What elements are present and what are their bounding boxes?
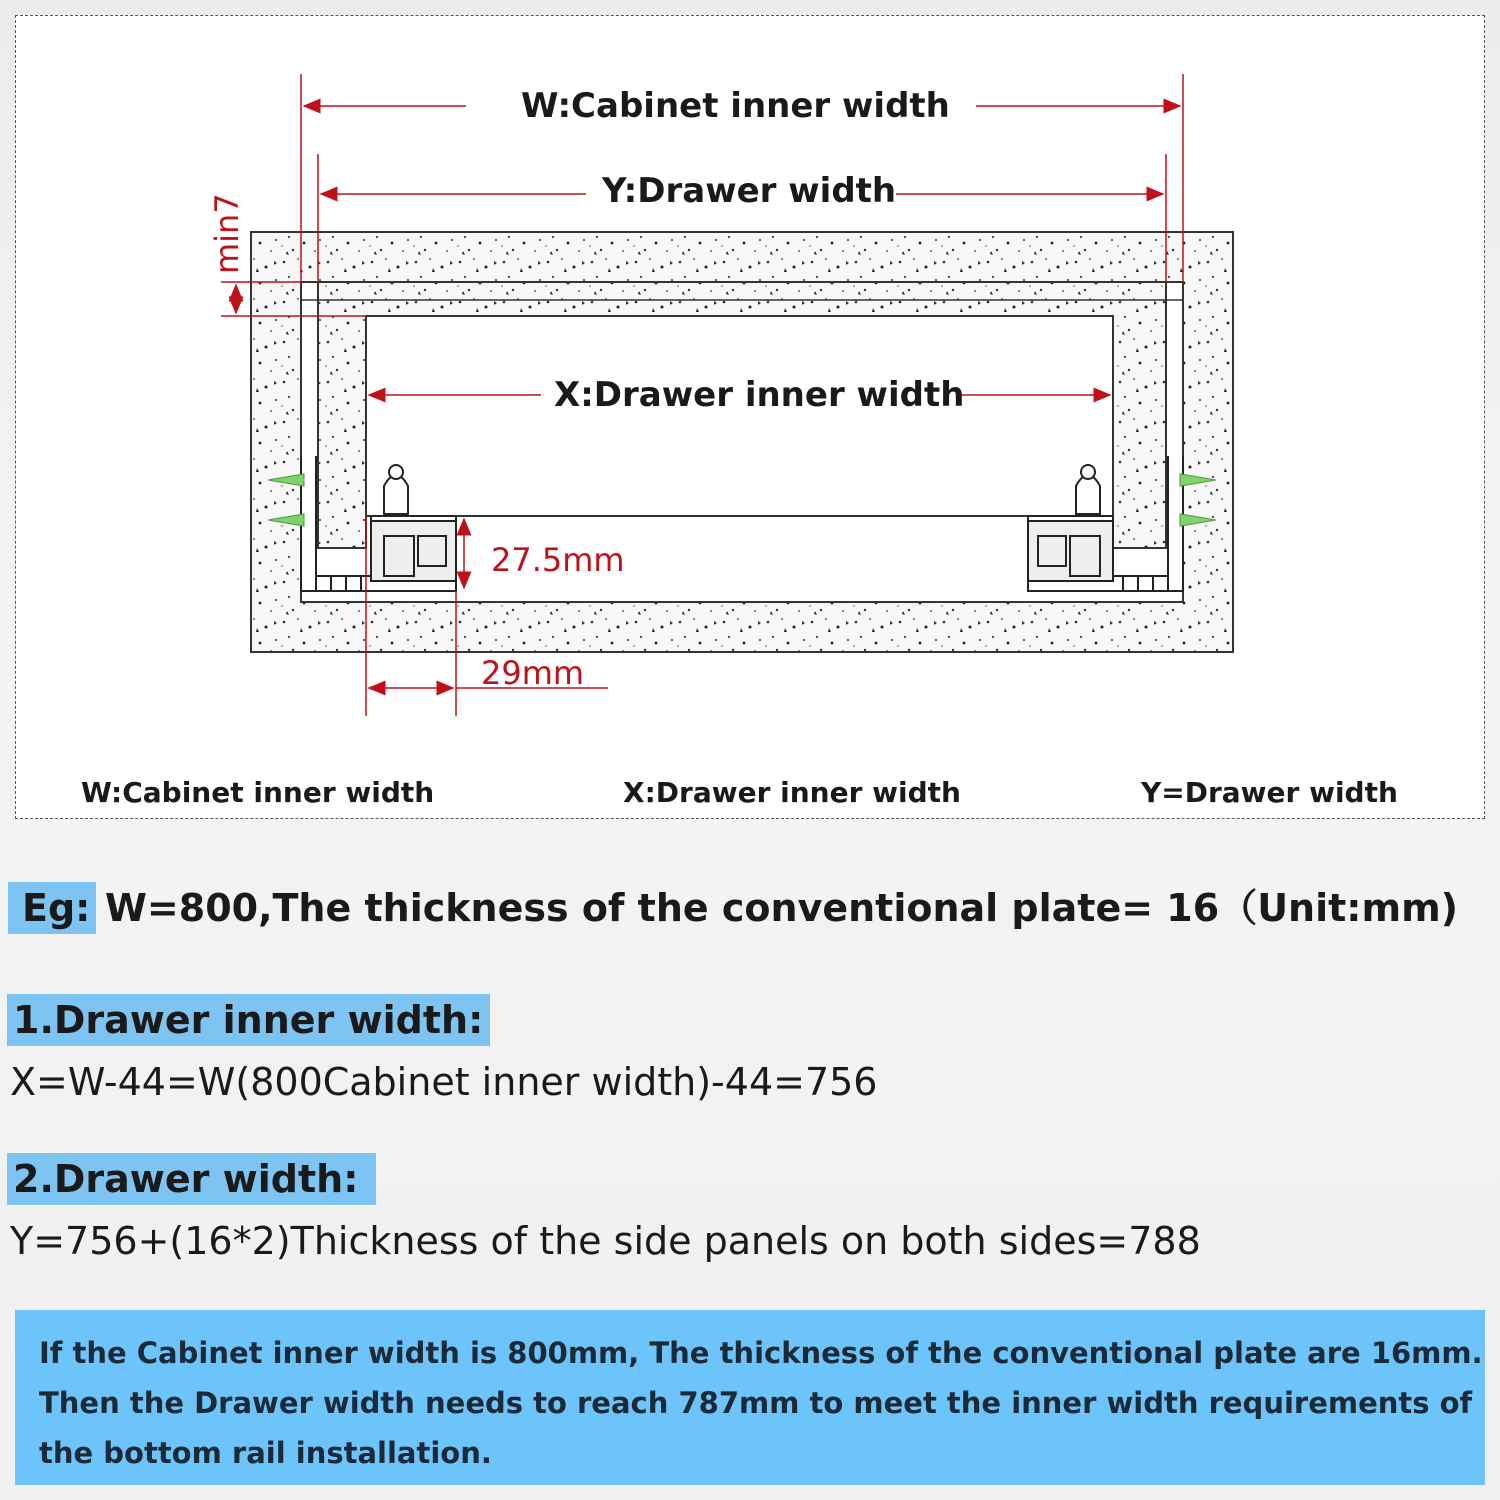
- note-line-1: If the Cabinet inner width is 800mm, The thickness of the conventional plate are 16mm.: [39, 1336, 1483, 1370]
- note-line-3: the bottom rail installation.: [39, 1436, 492, 1470]
- cabinet-drawing: [16, 16, 1486, 820]
- step2-title: 2.Drawer width:: [7, 1153, 376, 1205]
- step2-formula: Y=756+(16*2)Thickness of the side panels on both sides=788: [10, 1219, 1201, 1263]
- legend-y: Y=Drawer width: [1141, 776, 1398, 809]
- legend-w: W:Cabinet inner width: [81, 776, 435, 809]
- y-dimension-label: Y:Drawer width: [602, 171, 897, 211]
- drawer-box: [301, 282, 1183, 548]
- w-dimension-label: W:Cabinet inner width: [521, 86, 950, 126]
- note-line-2: Then the Drawer width needs to reach 787mm to meet the inner width requirements of: [39, 1386, 1473, 1420]
- step1-title: 1.Drawer inner width:: [7, 994, 490, 1046]
- min-gap-label: min7: [208, 193, 246, 274]
- step1-formula: X=W-44=W(800Cabinet inner width)-44=756: [10, 1060, 878, 1104]
- offset-dimension-label: 29mm: [481, 654, 585, 692]
- note-box: [15, 1310, 1485, 1485]
- x-dimension-label: X:Drawer inner width: [554, 375, 965, 415]
- height-dimension-label: 27.5mm: [491, 541, 625, 579]
- example-tag: Eg:: [8, 882, 96, 934]
- legend-x: X:Drawer inner width: [623, 776, 961, 809]
- diagram-frame: [15, 15, 1485, 819]
- example-text: W=800,The thickness of the conventional plate= 16（Unit:mm): [105, 886, 1459, 930]
